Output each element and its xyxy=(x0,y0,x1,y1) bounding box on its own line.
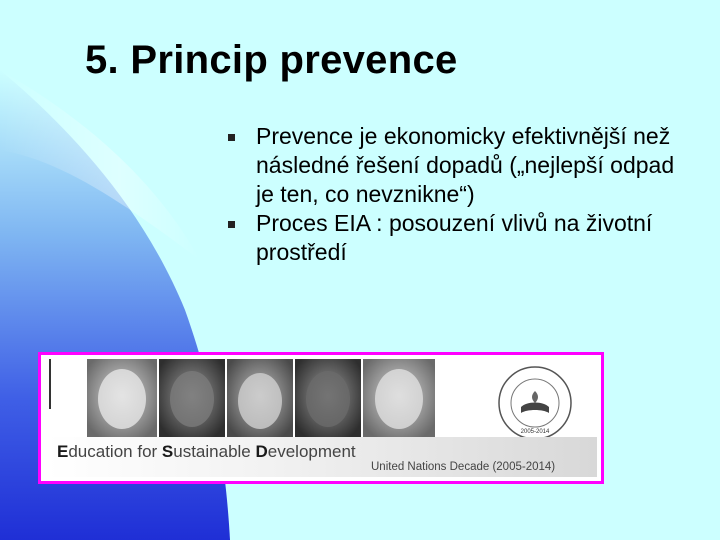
children-photos-collage xyxy=(47,359,479,441)
banner-title-part: ustainable xyxy=(173,442,256,461)
banner-caption-strip xyxy=(47,437,597,477)
banner-title-initial: D xyxy=(255,442,268,461)
bullet-square-icon xyxy=(228,134,235,141)
bullet-list xyxy=(228,122,698,267)
bullet-item xyxy=(228,209,698,267)
banner-title-initial: S xyxy=(161,442,174,461)
banner-title xyxy=(57,442,356,462)
slide-title: 5. Princip prevence xyxy=(85,38,458,82)
banner-title-initial: E xyxy=(57,442,69,461)
svg-text:2005-2014: 2005-2014 xyxy=(520,429,550,435)
un-decade-seal-icon xyxy=(495,361,575,449)
banner-subtitle: United Nations Decade (2005-2014) xyxy=(371,461,556,473)
bullet-text: Proces EIA : posouzení vlivů na životní prostředí xyxy=(256,210,653,265)
banner-title-part: ducation for xyxy=(68,442,162,461)
bullet-square-icon xyxy=(228,221,235,228)
banner-title-part: evelopment xyxy=(267,442,356,461)
bullet-text: Prevence je ekonomicky efektivnější než následné řešení dopadů („nejlepší odpad je ten, co nevznikne“) xyxy=(256,123,675,207)
esd-banner-image xyxy=(38,352,604,484)
bullet-item xyxy=(228,122,698,209)
